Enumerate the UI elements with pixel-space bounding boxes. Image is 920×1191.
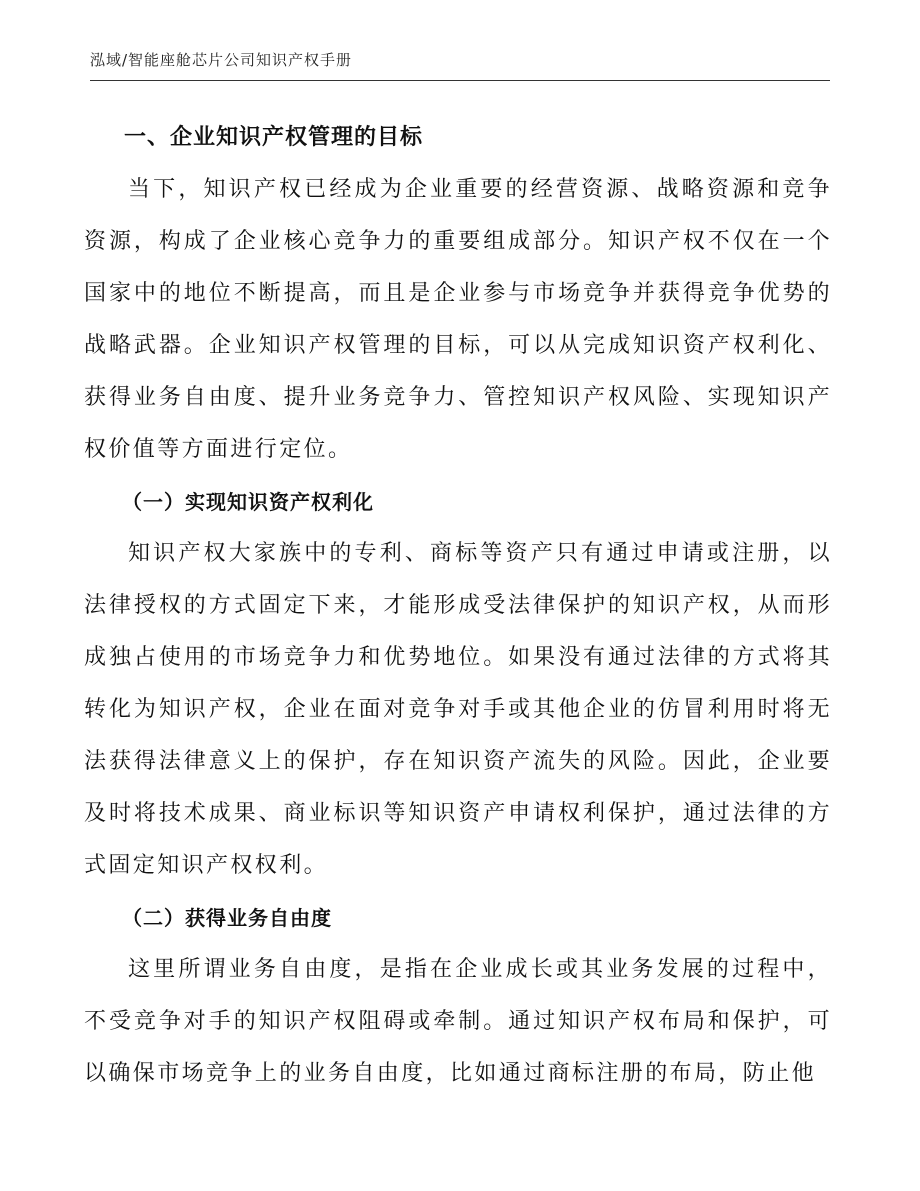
subsection-body-1: 知识产权大家族中的专利、商标等资产只有通过申请或注册，以法律授权的方式固定下来，才能形成受法律保护的知识产权，从而形成独占使用的市场竞争力和优势地位。如果没有通过法律的方式将其转化为知识产权，企业在面对竞争对手或其他企业的仿冒利用时将无法获得法律意义上的保护，存在知识资产流失的风险。因此，企业要及时将技术成果、商业标识等知识资产申请权利保护，通过法律的方式固定知识产权权利。 [84, 541, 832, 878]
page-content [84, 112, 832, 1100]
subsection-heading-2: （二）获得业务自由度 [122, 906, 332, 930]
subsection-body-2: 这里所谓业务自由度，是指在企业成长或其业务发展的过程中，不受竞争对手的知识产权阻碍或牵制。通过知识产权布局和保护，可以确保市场竞争上的业务自由度，比如通过商标注册的布局，防止他 [84, 957, 832, 1086]
subsection-heading-1: （一）实现知识资产权利化 [122, 490, 374, 514]
header-rule [90, 80, 830, 81]
intro-paragraph: 当下，知识产权已经成为企业重要的经营资源、战略资源和竞争资源，构成了企业核心竞争力的重要组成部分。知识产权不仅在一个国家中的地位不断提高，而且是企业参与市场竞争并获得竞争优势的战略武器。企业知识产权管理的目标，可以从完成知识资产权利化、获得业务自由度、提升业务竞争力、管控知识产权风险、实现知识产权价值等方面进行定位。 [84, 177, 832, 462]
running-header: 泓域/智能座舱芯片公司知识产权手册 [90, 51, 353, 69]
section-heading: 一、企业知识产权管理的目标 [124, 125, 424, 150]
